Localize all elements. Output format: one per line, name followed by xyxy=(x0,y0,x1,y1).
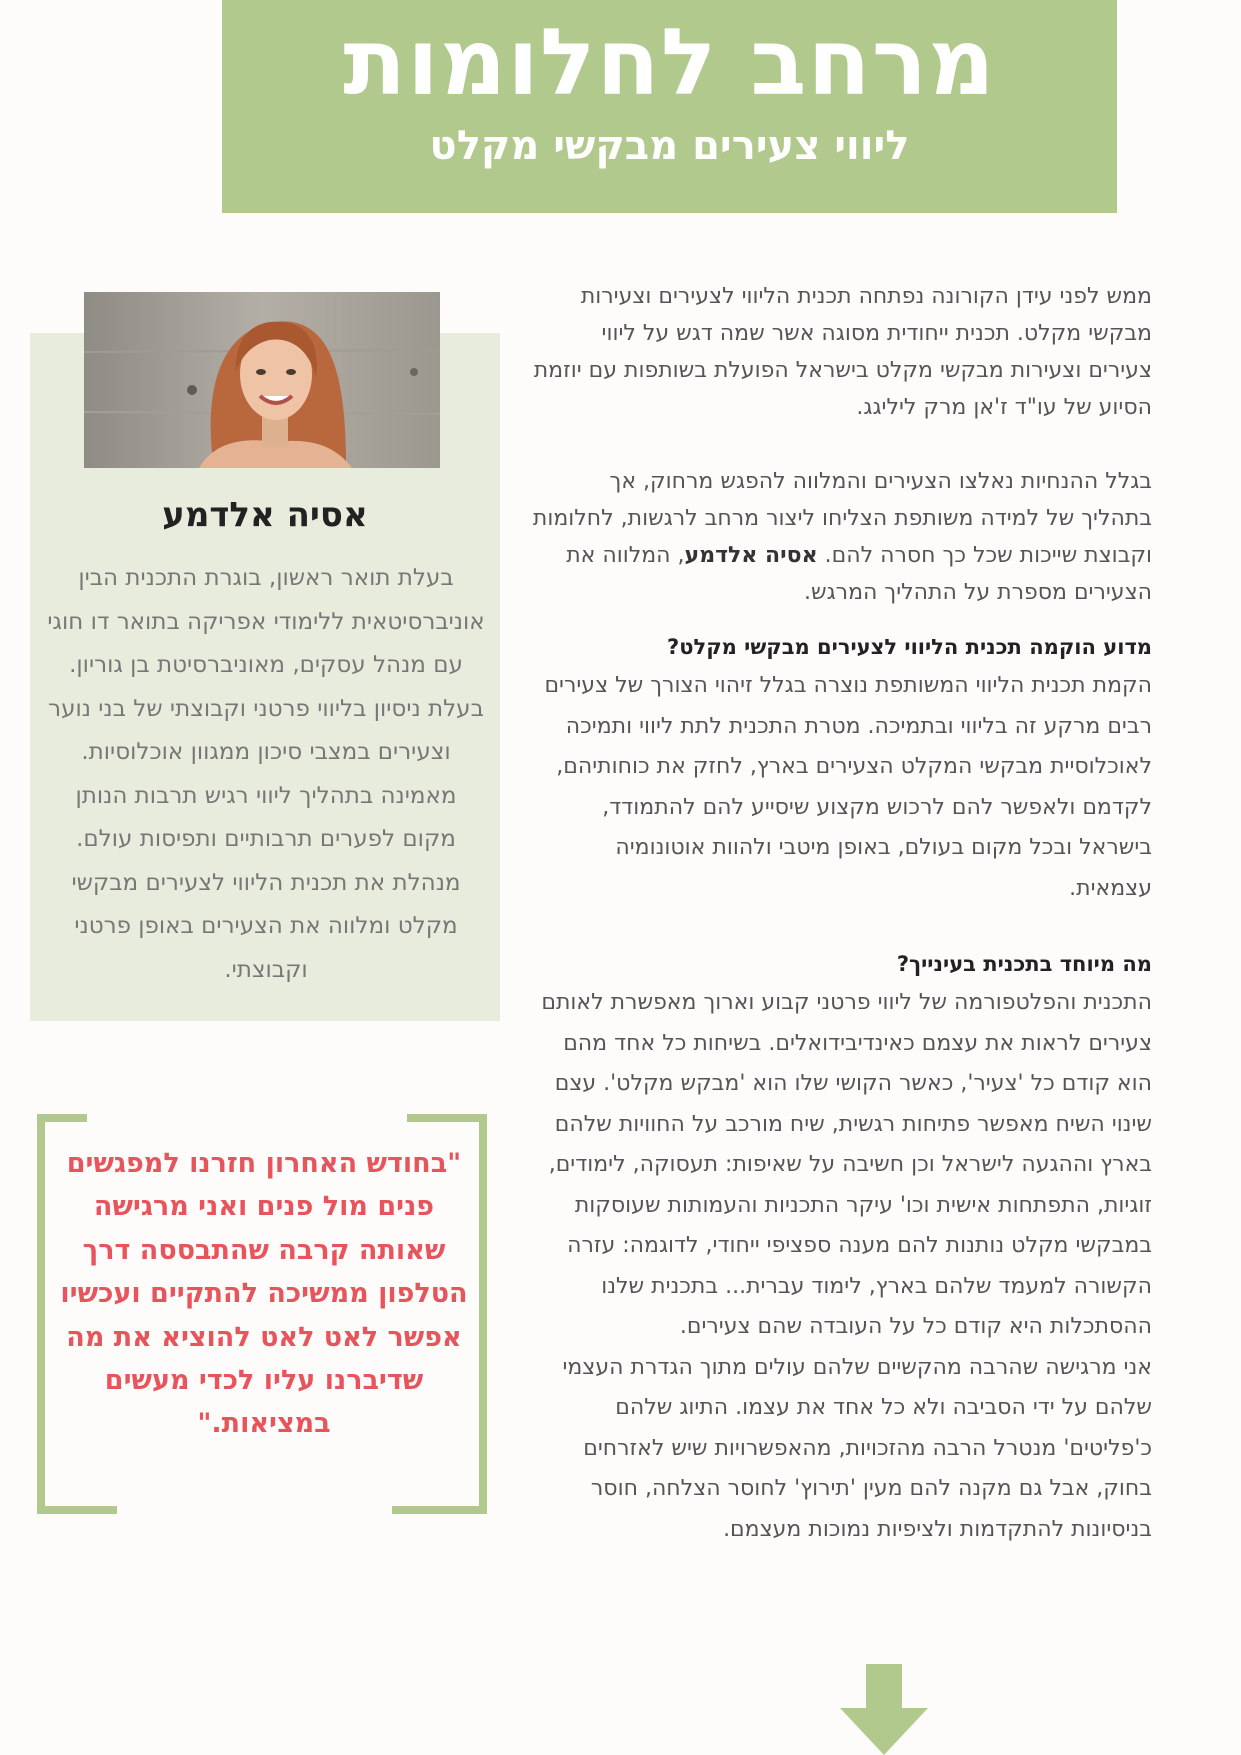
header-banner xyxy=(222,0,1117,213)
section1-body: הקמת תכנית הליווי המשותפת נוצרה בגלל זיהוי הצורך של צעירים רבים מרקע זה בליווי ובתמיכה. מטרת התכנית לתת ליווי ותמיכה לאוכלוסיית מבקשי המקלט הצעירים בארץ, לחזק את כוחותיהם, לקדמם ולאפשר להם לרכוש מקצוע שיסייע להם להתמודד, בישראל ובכל מקום בעולם, באופן מיטבי ולהוות אוטונומיה עצמאית. xyxy=(544,673,1152,901)
intro-p2-start: בגלל ההנחיות נאלצו הצעירים והמלווה להפגש מרחוק, אך בתהליך של למידה משותפת הצליחו ליצור מרחב לרגשות, לחלומות וקבוצת שייכות שכל כך חסרה להם. xyxy=(532,469,1152,568)
section2-heading: מה מיוחד בתכנית בעינייך? xyxy=(896,952,1152,976)
intro-p2-end: , המלווה את הצעירים מספרת על התהליך המרגש. xyxy=(566,543,1152,605)
article-column xyxy=(532,278,1152,1550)
page-subtitle: ליווי צעירים מבקשי מקלט xyxy=(429,123,910,169)
section2-body-2: אני מרגישה שהרבה מהקשיים שלהם עולים מתוך הגדרת העצמי שלהם על ידי הסביבה ולא כל אחד את עצמו. התיוג שלהם כ'פליטים' מנטרל הרבה מהזכויות, מהאפשרויות שיש לאזרחים בחוק, אבל גם מקנה להם מעין 'תירוץ' לחוסר הצלחה, חוסר בניסיונות להתקדמות ולציפיות נמוכות מעצמם. xyxy=(562,1354,1152,1542)
section1-heading: מדוע הוקמה תכנית הליווי לצעירים מבקשי מקלט? xyxy=(667,635,1152,659)
section2-body-1: התכנית והפלטפורמה של ליווי פרטני קבוע וארוך מאפשרת לאותם צעירים לראות את עצמם כאינדיבידואלים. בשיחות כל אחד מהם הוא קודם כל 'צעיר', כאשר הקושי שלו הוא 'מבקש מקלט'. עצם שינוי השיח מאפשר פתיחות רגשית, שיח מורכב על החוויות שלהם בארץ וההגעה לישראל וכן חשיבה על שאיפות: תעסוקה, לימודים, זוגיות, התפתחות אישית וכו' עיקר התכניות והעמותות שעוסקות במבקשי מקלט נותנות להם מענה ספציפי ייחודי, לדוגמה: עזרה הקשורה למעמד שלהם בארץ, לימוד עברית... בתכנית שלנו ההסתכלות היא קודם כל על העובדה שהם צעירים. xyxy=(541,990,1152,1339)
intro-p2-name: אסיה אלדמע xyxy=(684,543,818,568)
intro-paragraph-1: ממש לפני עידן הקורונה נפתחה תכנית הליווי לצעירים וצעירות מבקשי מקלט. תכנית ייחודית מסוגה אשר שמה דגש על ליווי צעירים וצעירות מבקשי מקלט בישראל הפועלת בשותפות עם יוזמת הסיוע של עו"ד ז'אן מרק ליליגג. xyxy=(533,284,1152,420)
page-title: מרחב לחלומות xyxy=(343,9,996,116)
profile-name: אסיה אלדמע xyxy=(162,495,368,535)
quote-text: "בחודש האחרון חזרנו למפגשים פנים מול פנים ואני מרגישה שאותה קרבה שהתבססה דרך הטלפון ממשיכה להתקיים ועכשיו אפשר לאט לאט להוציא את מה שדיברנו עליו לכדי מעשים במציאות." xyxy=(60,1148,468,1440)
intro-paragraph-2 xyxy=(532,463,1152,611)
portrait-illustration xyxy=(84,292,440,468)
profile-photo xyxy=(84,292,440,468)
profile-bio: בעלת תואר ראשון, בוגרת התכנית הבין אוניברסיטאית ללימודי אפריקה בתואר דו חוגי עם מנהל עסקים, מאוניברסיטת בן גוריון. בעלת ניסיון בליווי פרטני וקבוצתי של בני נוער וצעירים במצבי סיכון ממגוון אוכלוסיות. מאמינה בתהליך ליווי רגיש תרבות הנותן מקום לפערים תרבותיים ותפיסות עולם. מנהלת את תכנית הליווי לצעירים מבקשי מקלט ומלווה את הצעירים באופן פרטני וקבוצתי. xyxy=(47,565,485,983)
arrow-down-icon xyxy=(840,1664,928,1755)
